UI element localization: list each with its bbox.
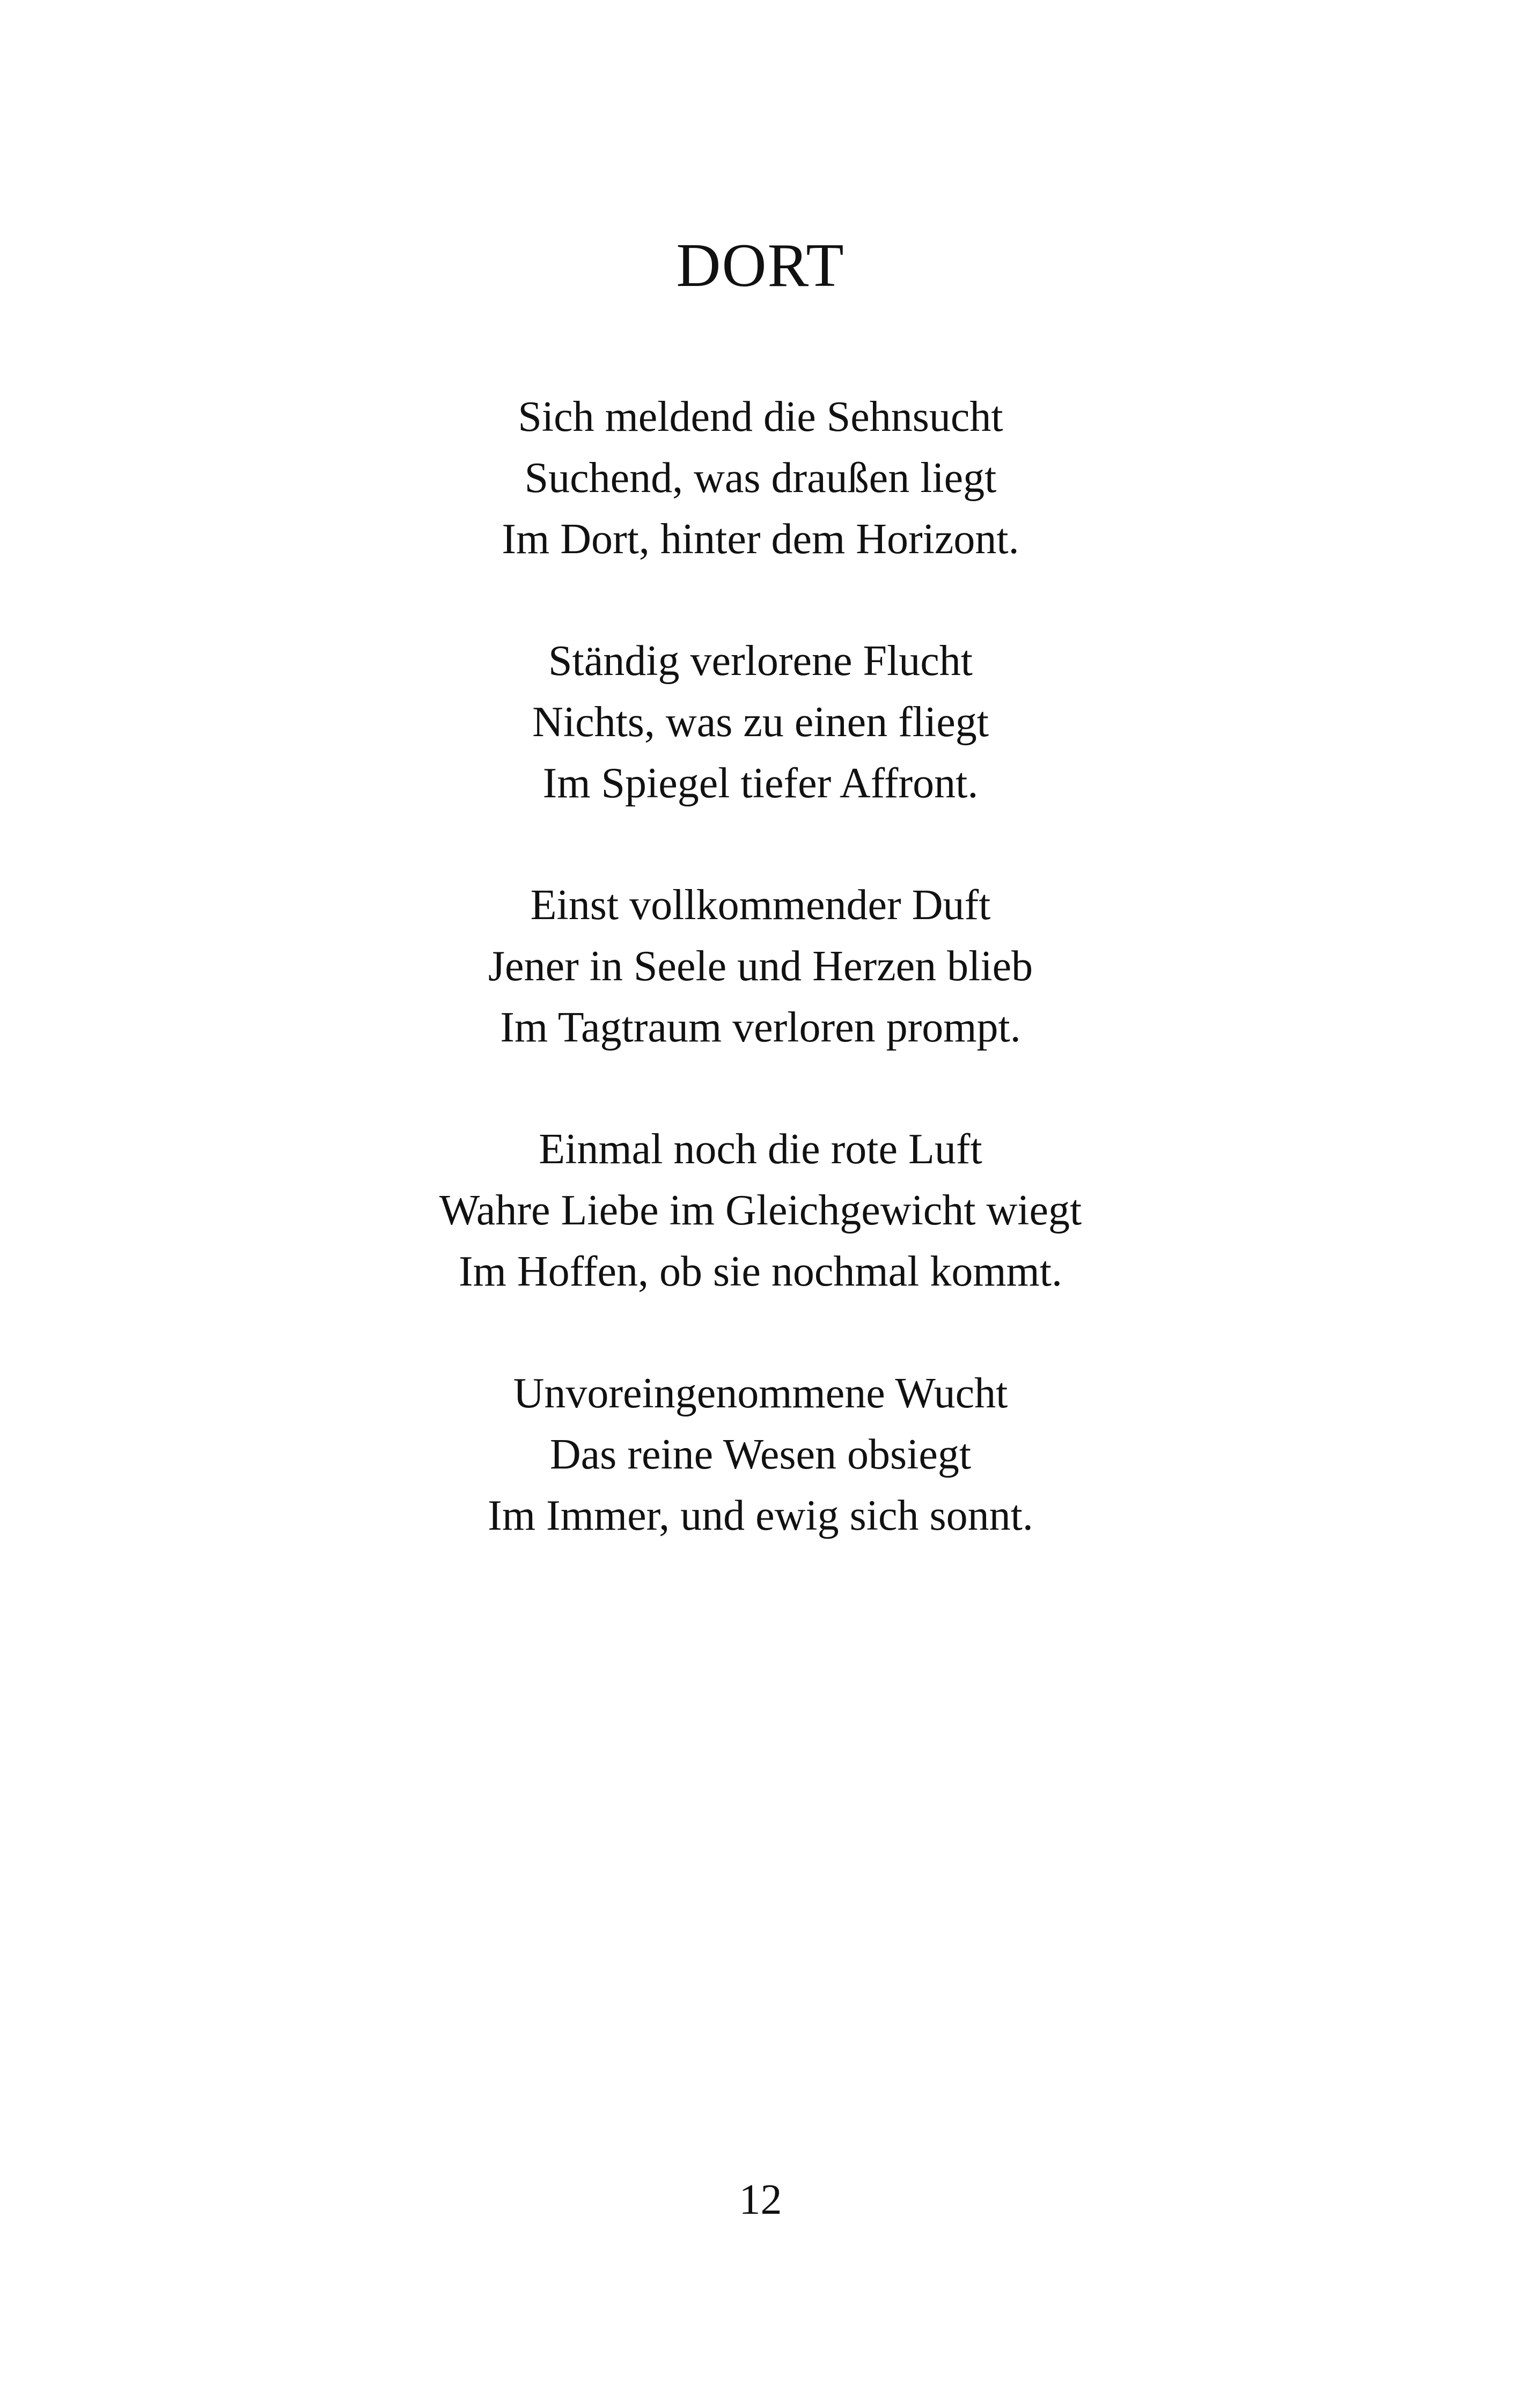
- poem-line: Einst vollkommender Duft: [530, 882, 991, 929]
- stanza-4: [0, 1119, 1521, 1302]
- stanza-2: [0, 630, 1521, 814]
- poem-line: Im Immer, und ewig sich sonnt.: [488, 1492, 1033, 1539]
- poem-line: Das reine Wesen obsiegt: [549, 1431, 972, 1478]
- stanza-5: [0, 1363, 1521, 1546]
- poem-line: Im Spiegel tiefer Affront.: [542, 760, 979, 807]
- poem-line: Jener in Seele und Herzen blieb: [488, 943, 1033, 990]
- poem-line: Im Hoffen, ob sie nochmal kommt.: [459, 1248, 1062, 1295]
- stanza-3: [0, 875, 1521, 1058]
- poem-line: Im Dort, hinter dem Horizont.: [502, 516, 1019, 563]
- poem-line: Nichts, was zu einen fliegt: [532, 699, 989, 746]
- poem-title: DORT: [676, 231, 845, 299]
- stanza-1: [0, 386, 1521, 570]
- poem-body: [0, 386, 1521, 1607]
- poem-line: Einmal noch die rote Luft: [539, 1126, 982, 1173]
- poem-line: Unvoreingenommene Wucht: [513, 1370, 1008, 1417]
- poem-line: Ständig verlorene Flucht: [548, 637, 973, 685]
- poem-line: Im Tagtraum verloren prompt.: [500, 1004, 1021, 1051]
- poem-line: Wahre Liebe im Gleichgewicht wiegt: [439, 1187, 1082, 1234]
- page-number: 12: [739, 2176, 782, 2223]
- poem-line: Suchend, was draußen liegt: [524, 454, 997, 502]
- poem-line: Sich meldend die Sehnsucht: [518, 393, 1003, 441]
